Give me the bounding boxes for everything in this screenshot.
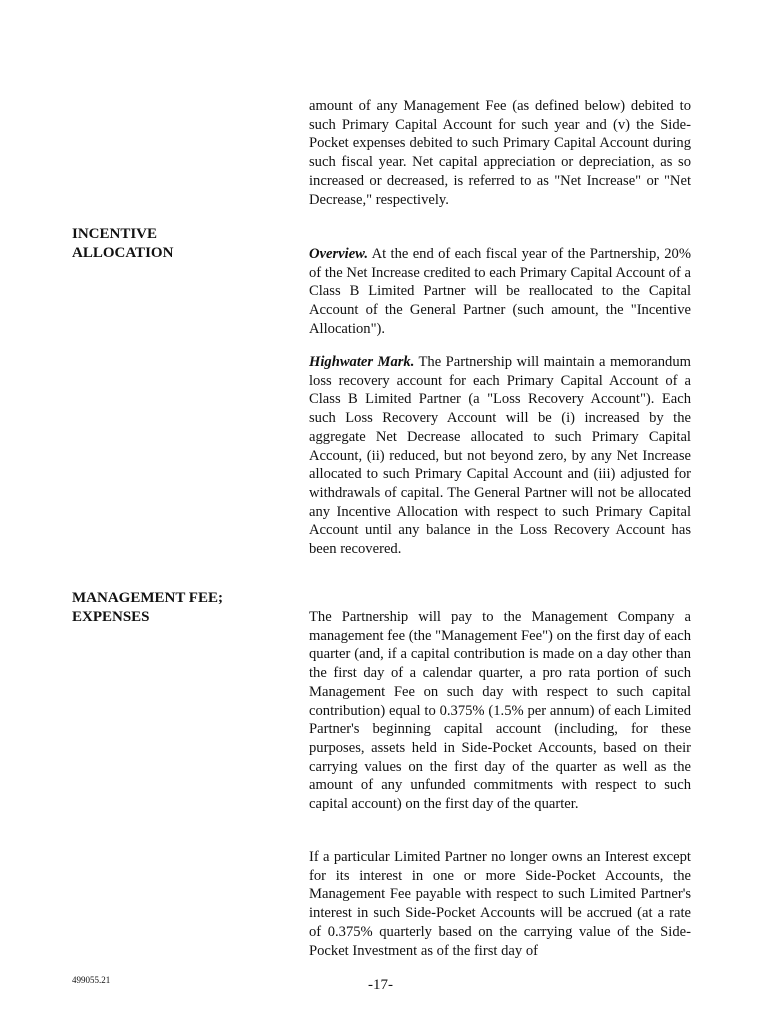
paragraph-lead: Highwater Mark. [309, 354, 415, 370]
paragraph-text: The Partnership will maintain a memorandum loss recovery account for each Primary Capital Account of a Class B Limited Partner (a "Loss Recovery Account"). Each such Loss Recovery Account will be (i) increased by the aggregate Net Decrease allocated to such Primary Capital Account, (ii) reduced, but not beyond zero, by any Net Increase allocated to such Primary Capital Account and (iii) adjusted for withdrawals of capital. The General Partner will not be allocated any Incentive Allocation with respect to such Primary Capital Account until any balance in the Loss Recovery Account has been recovered. [309, 354, 692, 558]
highwater-mark-paragraph [309, 353, 691, 559]
heading-line: INCENTIVE [72, 226, 158, 242]
paragraph-text: At the end of each fiscal year of the Partnership, 20% of the Net Increase credited to each Primary Capital Account of a Class B Limited Partner will be reallocated to the Capital Account of the General Partner (such amount, the "Incentive Allocation"). [309, 246, 691, 337]
heading-line: EXPENSES [72, 609, 150, 625]
side-pocket-fee-paragraph: If a particular Limited Partner no longer owns an Interest except for its interest in one or more Side-Pocket Accounts, the Management Fee payable with respect to such Limited Partner's interest in such Side-Pocket Accounts will be accrued (at a rate of 0.375% quarterly based on the carrying value of the Side-Pocket Investment as of the first day of [309, 849, 691, 959]
paragraph-lead: Overview. [309, 246, 369, 262]
heading-line: ALLOCATION [72, 245, 174, 261]
document-number: 499055.21 [72, 975, 111, 985]
heading-management-fee-expenses [72, 589, 272, 627]
heading-incentive-allocation [72, 225, 272, 263]
heading-line: MANAGEMENT FEE; [72, 590, 223, 606]
overview-paragraph [309, 245, 691, 339]
continuation-paragraph: amount of any Management Fee (as defined below) debited to such Primary Capital Account for such year and (v) the Side-Pocket expenses debited to such Primary Capital Account during such fiscal year. Net capital appreciation or depreciation, as so increased or decreased, is referred to as "Net Increase" or "Net Decrease," respectively. [309, 98, 691, 208]
management-fee-paragraph: The Partnership will pay to the Management Company a management fee (the "Management Fee") on the first day of each quarter (and, if a capital contribution is made on a day other than the first day of a calendar quarter, a pro rata portion of such Management Fee on such day with respect to such capital contribution) equal to 0.375% (1.5% per annum) of each Limited Partner's beginning capital account (including, for these purposes, assets held in Side-Pocket Accounts, based on their carrying values on the first day of the quarter as well as the amount of any unfunded commitments with respect to such capital account) on the first day of the quarter. [309, 609, 691, 813]
page-number: -17- [368, 977, 393, 993]
